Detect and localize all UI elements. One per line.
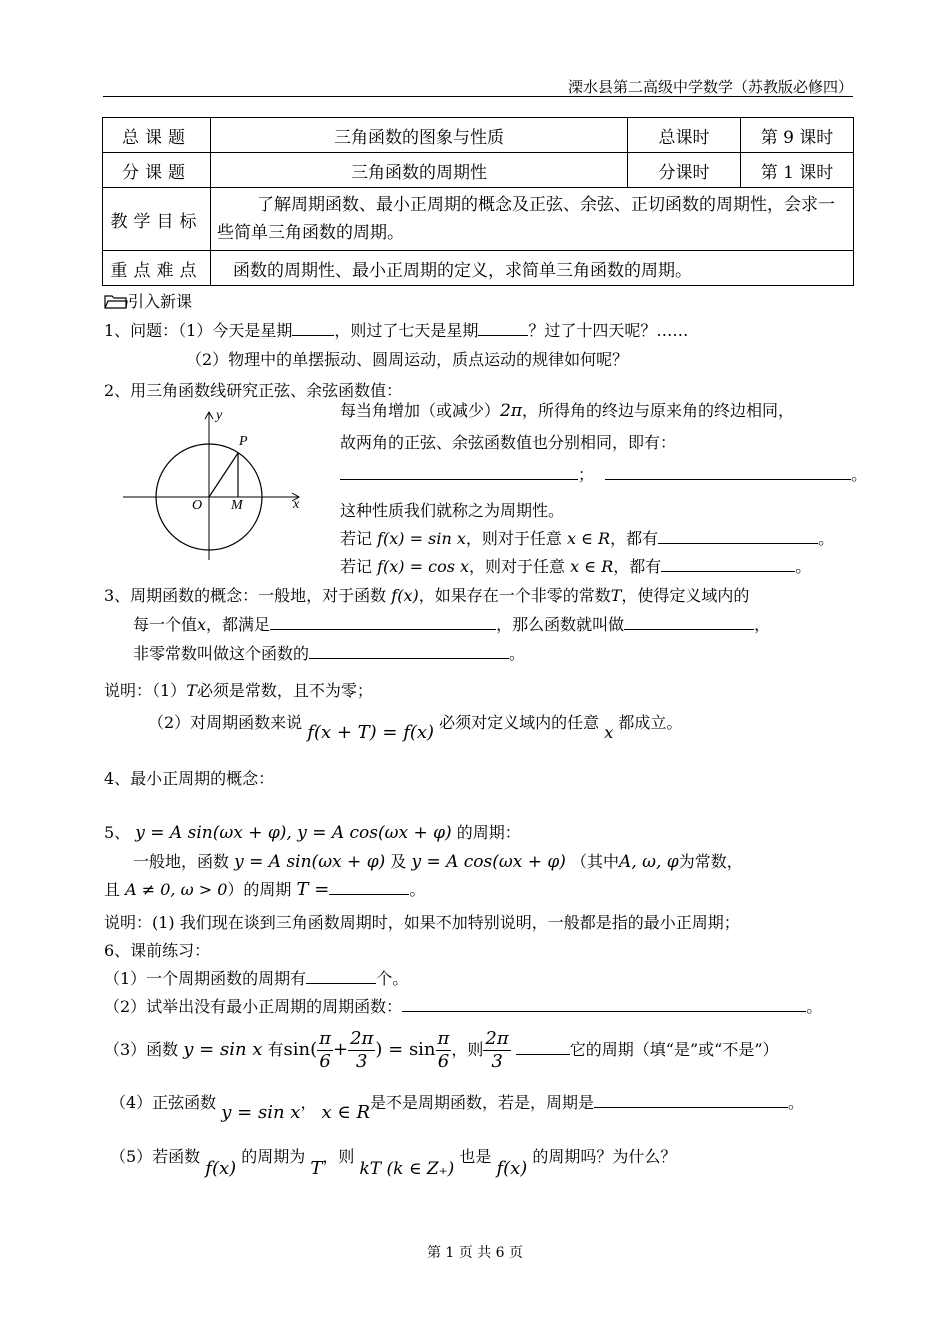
table-row (103, 188, 854, 251)
fraction-2pi-3: $\frac{2\pi}{3}$ (485, 1028, 509, 1072)
note-1-line-1: 说明：（1）T必须是常数，且不为零； (104, 681, 373, 700)
table-row (103, 251, 854, 286)
y-axis-label: y (216, 408, 223, 423)
fraction-pi-6: $\frac{\pi}{6}$ (319, 1028, 331, 1072)
question-1: 1、问题：（1）今天是星期 ，则过了七天是星期 ？过了十四天呢？…… (104, 321, 689, 340)
answer-blank[interactable] (661, 557, 795, 572)
table-period: 第 9 课时 (741, 118, 854, 153)
answer-blank[interactable] (306, 969, 376, 984)
table-row (103, 118, 854, 153)
question-5-line-2: 一般地，函数 y = A sin(ωx + φ) 及 y = A cos(ωx + φ) （其中A, ω, φ为常数， (133, 852, 743, 872)
q2-line-6: 若记 f(x) = cos x，则对于任意 x ∈ R，都有 。 (340, 557, 812, 576)
answer-blank[interactable] (658, 529, 818, 544)
q2-line-3: ； 。 (340, 462, 867, 485)
note-2: 说明：(1) 我们现在谈到三角函数周期时，如果不加特别说明，一般都是指的最小正周期； (104, 913, 740, 932)
x-axis-label: x (293, 497, 300, 512)
lesson-info-table (102, 117, 854, 286)
unit-circle-figure (118, 405, 308, 565)
table-label: 总课题 (103, 118, 211, 153)
question-3-line-3: 非零常数叫做这个函数的 。 (133, 644, 526, 663)
answer-blank[interactable] (329, 880, 409, 895)
answer-blank[interactable] (292, 321, 334, 336)
question-4: 4、最小正周期的概念： (104, 769, 275, 788)
fraction-2pi-3: $\frac{2\pi}{3}$ (350, 1028, 374, 1072)
table-label: 重点难点 (103, 251, 211, 286)
question-5-line-1: 5、 y = A sin(ωx + φ), y = A cos(ωx + φ) 的周期： (104, 823, 521, 843)
table-row (103, 153, 854, 188)
section-intro (104, 289, 192, 312)
q2-line-2: 故两角的正弦、余弦函数值也分别相同，即有： (340, 433, 677, 452)
table-value: 三角函数的图象与性质 (211, 118, 628, 153)
point-m-label: M (231, 498, 243, 513)
table-key: 分课时 (628, 153, 741, 188)
point-p-label: P (239, 434, 248, 449)
exercise-1: （1）一个周期函数的周期有 个。 (104, 969, 409, 988)
exercise-5: （5）若函数 f(x) 的周期为 T，则 kT (k ∈ Z₊) 也是 f(x) 的周期吗？为什么？ (110, 1147, 677, 1179)
question-6-title: 6、课前练习： (104, 941, 211, 960)
answer-blank[interactable] (340, 465, 578, 480)
table-label: 分课题 (103, 153, 211, 188)
answer-blank[interactable] (594, 1093, 788, 1108)
question-3-line-1: 3、周期函数的概念：一般地，对于函数 f(x)，如果存在一个非零的常数T，使得定义域内的 (104, 586, 750, 605)
page-footer: 第 1 页 共 6 页 (426, 1245, 524, 1261)
note-1-line-2: （2）对周期函数来说 f(x + T) = f(x) 必须对定义域内的任意 x 都成立。 (148, 713, 683, 743)
answer-blank[interactable] (309, 644, 509, 659)
answer-blank[interactable] (478, 321, 528, 336)
q2-line-5: 若记 f(x) = sin x，则对于任意 x ∈ R，都有 。 (340, 529, 835, 548)
document-header: 溧水县第二高级中学数学（苏教版必修四） (567, 78, 853, 96)
terminal-side (209, 453, 238, 497)
exercise-3: （3）函数 y = sin x 有sin( $\frac{\pi}{6}$ + $\frac{2\pi}{3}$ ) = sin $\frac{\pi}{6}$ ，则 $\frac{2\pi}{3}$ 它的周期（填“是”或“不是”） (104, 1028, 779, 1072)
answer-blank[interactable] (516, 1040, 570, 1055)
question-5-line-3: 且 A ≠ 0, ω > 0）的周期 T = 。 (104, 879, 426, 900)
exercise-2: （2）试举出没有最小正周期的周期函数： 。 (104, 997, 823, 1016)
folder-icon (104, 293, 128, 309)
table-period: 第 1 课时 (741, 153, 854, 188)
answer-blank[interactable] (402, 997, 806, 1012)
question-2-title: 2、用三角函数线研究正弦、余弦函数值： (104, 381, 403, 400)
q2-line-1: 每当角增加（或减少）2π，所得角的终边与原来角的终边相同， (340, 401, 795, 421)
teaching-goal: 了解周期函数、最小正周期的概念及正弦、余弦、正切函数的周期性，会求一些简单三角函数的周期。 (211, 188, 854, 251)
section-title: 引入新课 (128, 292, 193, 311)
table-value: 三角函数的周期性 (211, 153, 628, 188)
table-key: 总课时 (628, 118, 741, 153)
answer-blank[interactable] (624, 615, 754, 630)
fraction-pi-6: $\frac{\pi}{6}$ (437, 1028, 450, 1072)
question-3-line-2: 每一个值x，都满足 ，那么函数就叫做 ， (133, 615, 771, 634)
key-points: 函数的周期性、最小正周期的定义，求简单三角函数的周期。 (211, 251, 854, 286)
exercise-4: （4）正弦函数 y = sin x， x ∈ R是不是周期函数，若是，周期是 。 (110, 1093, 805, 1123)
origin-label: O (192, 498, 203, 513)
answer-blank[interactable] (605, 465, 851, 480)
header-rule (103, 96, 853, 97)
table-label: 教学目标 (103, 188, 211, 251)
question-1-part2: （2）物理中的单摆振动、圆周运动，质点运动的规律如何呢？ (186, 350, 629, 369)
q2-line-4: 这种性质我们就称之为周期性。 (340, 501, 565, 520)
answer-blank[interactable] (270, 615, 496, 630)
